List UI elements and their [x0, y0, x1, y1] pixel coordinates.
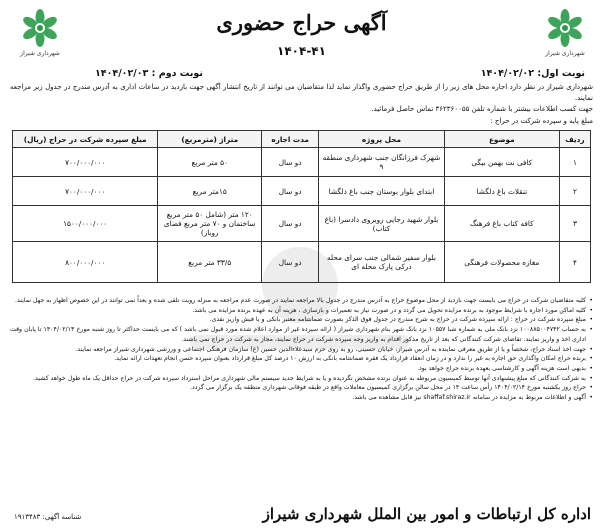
- header-duration: مدت اجاره: [262, 131, 319, 148]
- cell-amount: ۱۵۰۰/۰۰۰/۰۰۰: [13, 206, 158, 242]
- cell-location: بلوار سفیر شمالی جنب سرای محله درکی پارک محله ای: [319, 242, 445, 283]
- header-subject: موضوع: [444, 131, 559, 148]
- cell-subject: کافی نت بهمن بیگی: [444, 148, 559, 177]
- auction-table: [12, 130, 591, 283]
- cell-subject: تنقلات باغ دلگشا: [444, 177, 559, 206]
- cell-location: بلوار شهید رجایی روبروی دادسرا (باغ کتاب): [319, 206, 445, 242]
- first-turn-date: نوبت اول: ۱۴۰۴/۰۲/۰۲: [480, 68, 585, 79]
- publication-turns: [95, 68, 585, 82]
- list-item: • حراج روز یکشنبه مورخ ۱۴۰۴/۰۲/۱۴ رأس ساعت ۱۴ در محل سالن برگزاری کمیسیون معاملات واقع در طبقه فوقانی شهرداری منطقه یک برگزار می گردد.: [10, 383, 593, 393]
- cell-amount: ۷۰۰/۰۰۰/۰۰۰: [13, 177, 158, 206]
- notice-ref-number: ۱۴۰۴-۴۱: [277, 44, 326, 58]
- table-row: [13, 206, 591, 242]
- header-radif: ردیف: [559, 131, 590, 148]
- list-item: • به شرکت کنندگانی که مبلغ پیشنهادی آنها توسط کمیسیون مربوطه به عنوان برنده مشخص نگردیده و یا به شرایط جدید سیستم مالی شهرداری مراحل استرداد سپرده شرکت در حراج حداقل یک ماه طول خواهد کشید.: [10, 374, 593, 384]
- cell-location: ابتدای بلوار بوستان جنب باغ دلگشا: [319, 177, 445, 206]
- list-item: • بدیهی است هزینه آگهی و کارشناسی بعهده برنده حراج خواهد بود.: [10, 364, 593, 374]
- second-turn-date: نوبت دوم : ۱۴۰۴/۰۲/۰۳: [95, 68, 203, 79]
- list-item: • آگهی و اطلاعات مربوط به مزایده در سامانه shaffaf.shiraz.ir نیز قابل مشاهده می باشد.: [10, 393, 593, 403]
- cell-duration: دو سال: [262, 148, 319, 177]
- cell-area: ۳۳/۵ متر مربع: [158, 242, 262, 283]
- cell-amount: ۸۰۰/۰۰۰/۰۰۰: [13, 242, 158, 283]
- cell-location: شهرک فرزانگان جنب شهرداری منطقه ۹: [319, 148, 445, 177]
- table-row: [13, 177, 591, 206]
- table-row: [13, 148, 591, 177]
- list-item: • کلیه متقاضیان شرکت در حراج می بایست جهت بازدید از محل موضوع حراج به آدرس مندرج در جدول بالا مراجعه نمایند در صورت عدم مراجعه به منزله رویت تلقی شده و بعداً نمی توانند در این خصوص اظهار به جهل نمایند.: [10, 296, 593, 306]
- logo-caption-left: شهرداری شیراز: [20, 50, 60, 57]
- list-item: • برنده حراج امکان واگذاری حق اجاره به غیر را ندارد و در زمان انعقاد قرارداد یک فقره ضمانتنامه بانکی به ارزش ۱۰ درصد کل مبلغ قرارداد بعنوان سپرده حسن انجام تعهدات ارائه نماید.: [10, 354, 593, 364]
- cell-area: ۵۰ متر مربع: [158, 148, 262, 177]
- cell-subject: مغازه محصولات فرهنگی: [444, 242, 559, 283]
- cell-amount: ۷۰۰/۰۰۰/۰۰۰: [13, 148, 158, 177]
- list-item: • به حساب ۱۰۰۸۸۵۰۰۴۷۴۲ نزد بانک ملی به شماره شبا ۱۰۵۵۷ نزد بانک شهر بنام شهرداری شیراز ( ارائه سپرده غیر از موارد اعلام شده مورد قبول نمی باشد ) که می بایست حداکثر تا روز شنبه مورخ ۱۴۰۴/۰۲/۱۳ تا پایان وقت اداری اخذ و واریز نمایند. تقاضای شرکت کنندگانی که بعد از تاریخ مذکور اقدام به واریز وجه سپرده شرکت در حراج نمایند، مجاز به شرکت در حراج نمی باشند.: [10, 325, 593, 344]
- list-item: • کلیه اماکن مورد اجاره با شرایط موجود به برنده مزایده تحویل می گردد و در صورت نیاز به تعمیرات و بازسازی ، هزینه آن به عهده برنده مزایده می باشد.: [10, 306, 593, 316]
- footer-organization: اداره کل ارتباطات و امور بین الملل شهرداری شیراز: [262, 505, 591, 523]
- intro-line-1: شهرداری شیراز در نظر دارد اجاره محل های زیر را از طریق حراج حضوری واگذار نماید لذا متقاضیان می توانند از تاریخ انتشار آگهی جهت بازدید در ساعات اداری به آدرس مندرج در جدول زیر مراجعه نمایند.: [10, 83, 593, 103]
- cell-radif: ۱: [559, 148, 590, 177]
- table-row: [13, 242, 591, 283]
- cell-radif: ۴: [559, 242, 590, 283]
- cell-radif: ۲: [559, 177, 590, 206]
- notice-title: آگهی حراج حضوری: [216, 10, 387, 35]
- intro-text: [10, 82, 593, 127]
- cell-area: ۱۵متر مربع: [158, 177, 262, 206]
- ad-code: شناسه آگهی: ۱۹۱۳۴۸۳: [14, 513, 82, 521]
- cell-subject: کافه کتاب باغ فرهنگ: [444, 206, 559, 242]
- list-item: • مبلغ سپرده شرکت در حراج : ارائه سپرده شرکت در حراج به شرح مندرج در جدول فوق الذکر بصورت ضمانتنامه معتبر بانکی و یا فیش واریز نقدی.: [10, 315, 593, 325]
- cell-area: ۱۲۰ متر (شامل ۵۰ متر مربع ساختمان و ۷۰ متر مربع فضای روباز): [158, 206, 262, 242]
- cell-duration: دو سال: [262, 177, 319, 206]
- list-item: • جهت اخذ اسناد حراج، شخصاً و یا از طریق معرفی نماینده به آدرس شیراز، خیابان حسینی، رو به روی حرم سیدعلاءالدین حسین (ع) سازمان فرهنگی اجتماعی و ورزشی شهرداری شیراز مراجعه نمایند.: [10, 345, 593, 355]
- intro-line-2: جهت کسب اطلاعات بیشتر با شماره تلفن ۳۶۲۳۶۰۰۵۵ تماس حاصل فرمائید.: [371, 105, 593, 114]
- cell-radif: ۳: [559, 206, 590, 242]
- header-area: متراژ (مترمربع): [158, 131, 262, 148]
- table-header-row: [13, 131, 591, 148]
- header-location: محل پروژه: [319, 131, 445, 148]
- cell-duration: دو سال: [262, 206, 319, 242]
- header-deposit: مبلغ سپرده شرکت در حراج (ریال): [13, 131, 158, 148]
- cell-duration: دو سال: [262, 242, 319, 283]
- intro-line-3: مبلغ پایه و سپرده شرکت در حراج :: [490, 116, 593, 125]
- logo-caption-right: شهرداری شیراز: [545, 50, 585, 57]
- conditions-list: [10, 296, 593, 403]
